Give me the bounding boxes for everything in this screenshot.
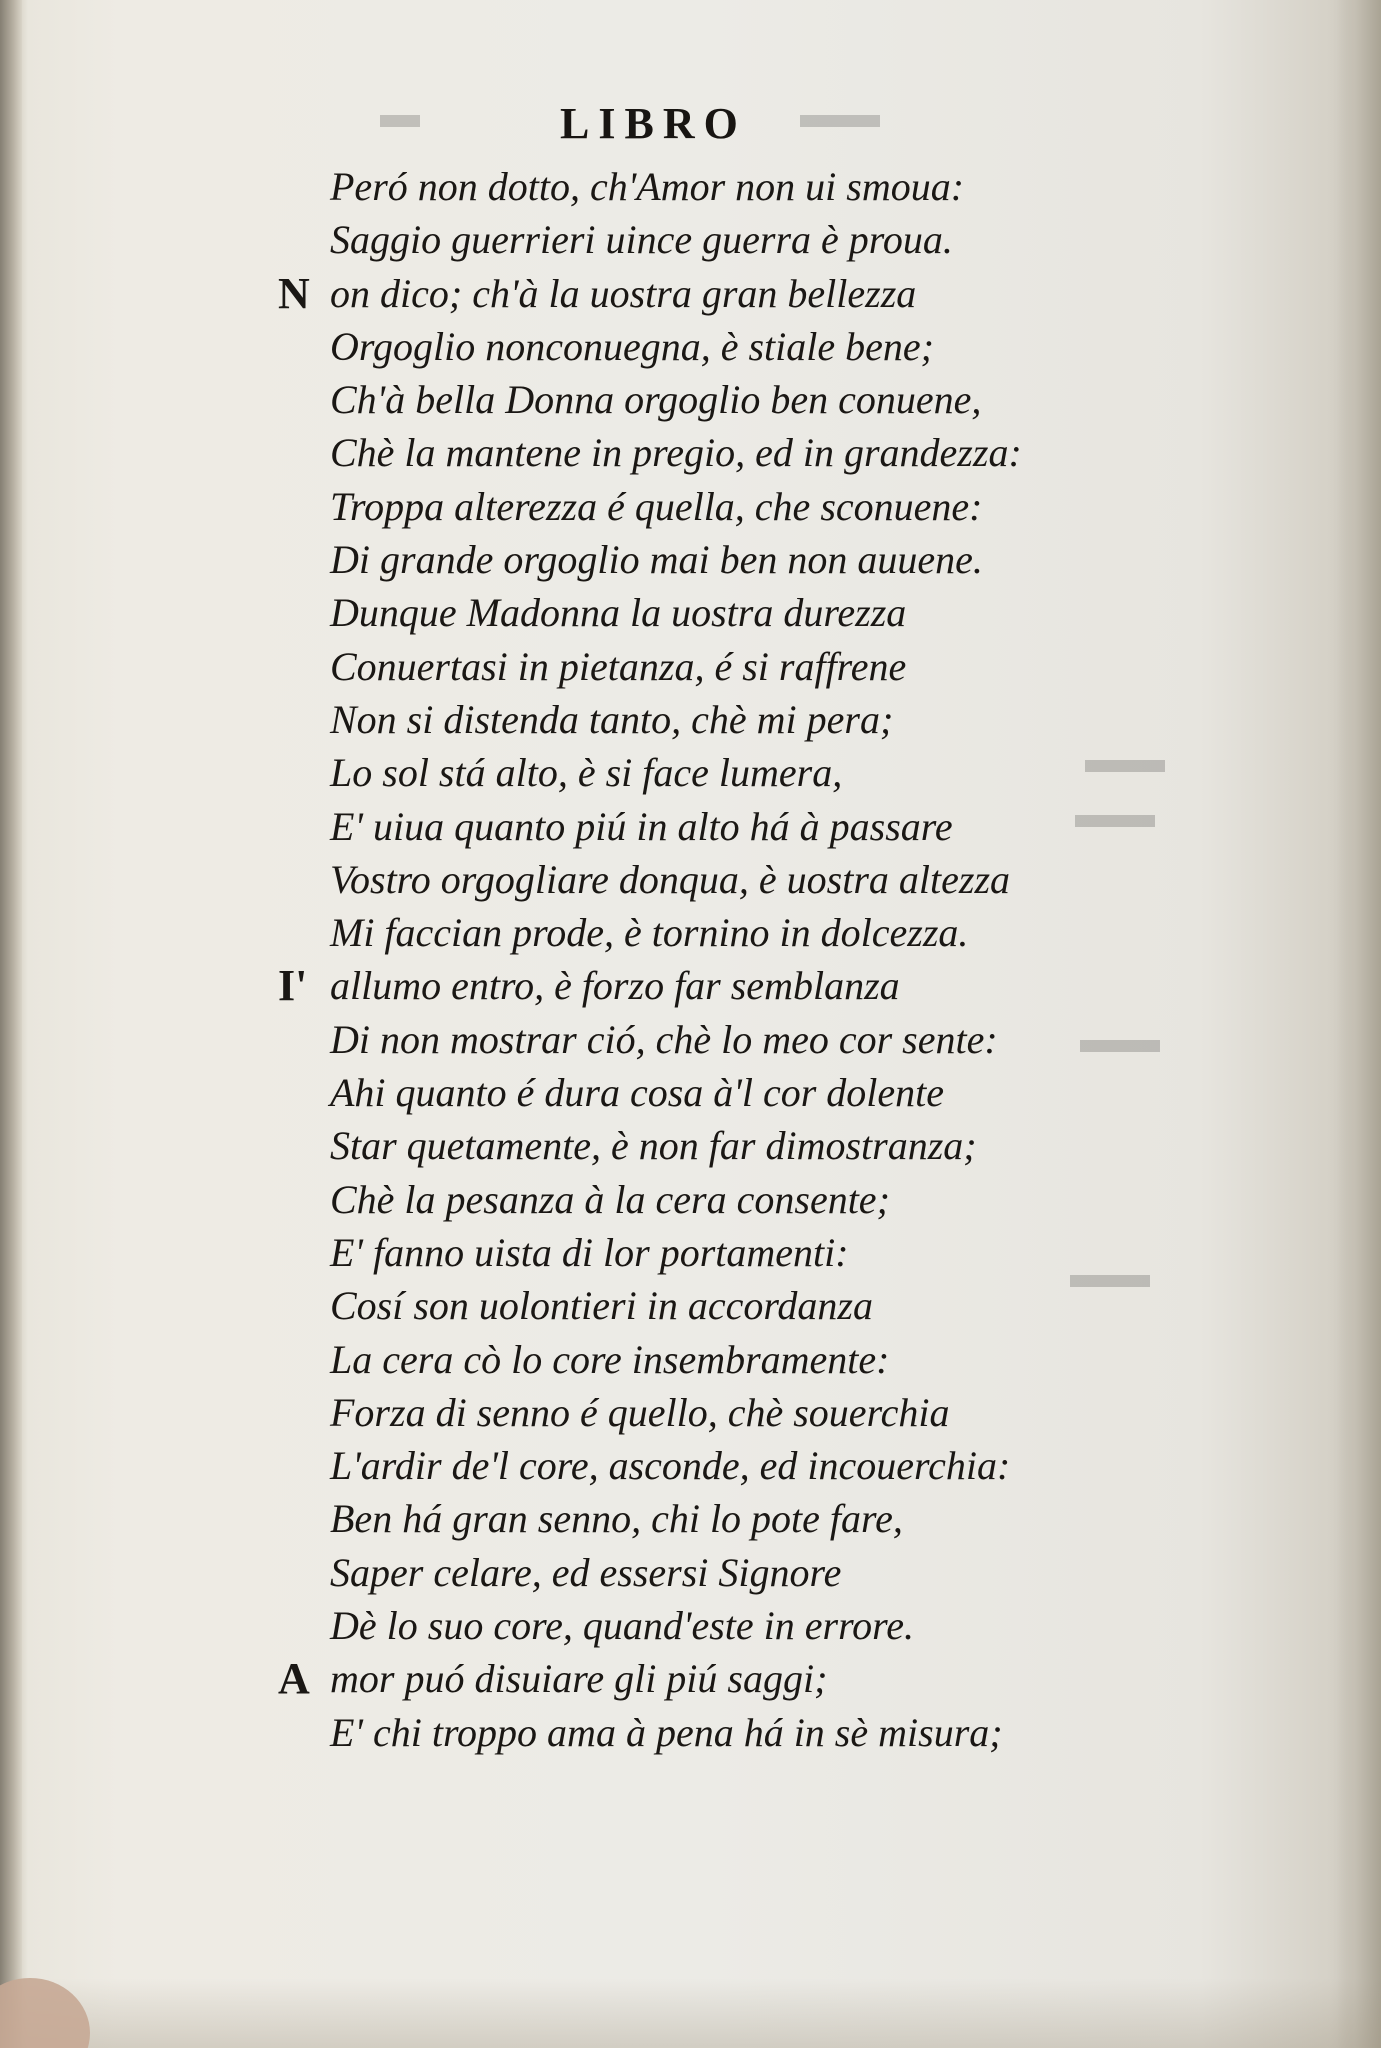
verse-text: mor puó disuiare gli piú saggi; bbox=[330, 1656, 828, 1702]
verse-text: Troppa alterezza é quella, che sconuene: bbox=[330, 483, 983, 529]
verse-text: Lo sol stá alto, è si face lumera, bbox=[330, 750, 843, 796]
verse-line bbox=[330, 320, 1230, 373]
verse-line bbox=[330, 693, 1230, 746]
verse-line bbox=[330, 1333, 1230, 1386]
verse-line bbox=[330, 640, 1230, 693]
stanza-initial: I' bbox=[278, 961, 308, 1011]
verse-text: Star quetamente, è non far dimostranza; bbox=[330, 1123, 977, 1169]
verse-text: Non si distenda tanto, chè mi pera; bbox=[330, 696, 894, 742]
verse-line bbox=[330, 1279, 1230, 1332]
verse-text: Ben há gran senno, chi lo pote fare, bbox=[330, 1496, 903, 1542]
show-through-text: ▬▬ bbox=[1070, 1251, 1150, 1296]
verse-line bbox=[330, 1066, 1230, 1119]
show-through-text: ▬▬ bbox=[1080, 1016, 1160, 1061]
verse-line bbox=[330, 533, 1230, 586]
verse-line bbox=[330, 480, 1230, 533]
verse-text: Di grande orgoglio mai ben non auuene. bbox=[330, 537, 983, 583]
verse-line bbox=[330, 1706, 1230, 1759]
show-through-text: ▬ bbox=[380, 91, 420, 136]
verse-line bbox=[278, 959, 1230, 1012]
verse-text: Forza di senno é quello, chè souerchia bbox=[330, 1389, 950, 1435]
verse-line bbox=[330, 1226, 1230, 1279]
show-through-text: ▬▬ bbox=[800, 91, 880, 136]
verse-text: E' uiua quanto piú in alto há à passare bbox=[330, 803, 953, 849]
verse-line bbox=[330, 426, 1230, 479]
verse-line bbox=[330, 1173, 1230, 1226]
verse-line bbox=[330, 800, 1230, 853]
verse-text: La cera cò lo core insembramente: bbox=[330, 1336, 890, 1382]
verse-text: E' chi troppo ama à pena há in sè misura; bbox=[330, 1709, 1003, 1755]
verse-line bbox=[330, 213, 1230, 266]
verse-text: Di non mostrar ció, chè lo meo cor sente: bbox=[330, 1016, 998, 1062]
verse-line bbox=[330, 853, 1230, 906]
verse-text: Orgoglio nonconuegna, è stiale bene; bbox=[330, 323, 934, 369]
verse-text: on dico; ch'à la uostra gran bellezza bbox=[330, 270, 917, 316]
stanza-initial: N bbox=[278, 268, 310, 318]
verse-line bbox=[330, 906, 1230, 959]
verse-text: Mi faccian prode, è tornino in dolcezza. bbox=[330, 910, 969, 956]
verse-line bbox=[330, 1546, 1230, 1599]
verse-line bbox=[278, 1652, 1230, 1705]
verse-line bbox=[330, 1439, 1230, 1492]
verse-line bbox=[278, 267, 1230, 320]
verse-text: Chè la mantene in pregio, ed in grandezza: bbox=[330, 430, 1022, 476]
verse-line bbox=[330, 746, 1230, 799]
verse-text: Dunque Madonna la uostra durezza bbox=[330, 590, 907, 636]
verse-line bbox=[330, 1119, 1230, 1172]
verse-text: Chè la pesanza à la cera consente; bbox=[330, 1176, 890, 1222]
verse-line bbox=[330, 1013, 1230, 1066]
verse-text: Conuertasi in pietanza, é si raffrene bbox=[330, 643, 907, 689]
verse-line bbox=[330, 1492, 1230, 1545]
verse-line bbox=[330, 373, 1230, 426]
verse-text: E' fanno uista di lor portamenti: bbox=[330, 1229, 849, 1275]
page-shadow bbox=[0, 1978, 1381, 2048]
verse-text: Vostro orgogliare donqua, è uostra altezza bbox=[330, 856, 1011, 902]
page-edge-left bbox=[0, 0, 22, 2048]
show-through-text: ▬▬ bbox=[1075, 791, 1155, 836]
verse-line bbox=[330, 1386, 1230, 1439]
verse-text: Dè lo suo core, quand'este in errore. bbox=[330, 1603, 915, 1649]
verse-text: L'ardir de'l core, asconde, ed incouerchia: bbox=[330, 1443, 1011, 1489]
verse-text: Ahi quanto é dura cosa à'l cor dolente bbox=[330, 1070, 945, 1116]
verse-line bbox=[330, 1599, 1230, 1652]
verse-text: Cosí son uolontieri in accordanza bbox=[330, 1283, 873, 1329]
verse-line bbox=[330, 586, 1230, 639]
verse-block bbox=[278, 160, 1230, 1759]
verse-text: Saggio guerrieri uince guerra è proua. bbox=[330, 217, 953, 263]
stanza-initial: A bbox=[278, 1654, 310, 1704]
page-edge-right bbox=[1337, 0, 1381, 2048]
verse-text: allumo entro, è forzo far semblanza bbox=[330, 963, 900, 1009]
verse-line bbox=[330, 160, 1230, 213]
show-through-text: ▬▬ bbox=[1085, 736, 1165, 781]
running-head: LIBRO bbox=[560, 99, 747, 148]
verse-text: Saper celare, ed essersi Signore bbox=[330, 1549, 842, 1595]
verse-text: Ch'à bella Donna orgoglio ben conuene, bbox=[330, 377, 982, 423]
verse-text: Peró non dotto, ch'Amor non ui smoua: bbox=[330, 164, 965, 209]
